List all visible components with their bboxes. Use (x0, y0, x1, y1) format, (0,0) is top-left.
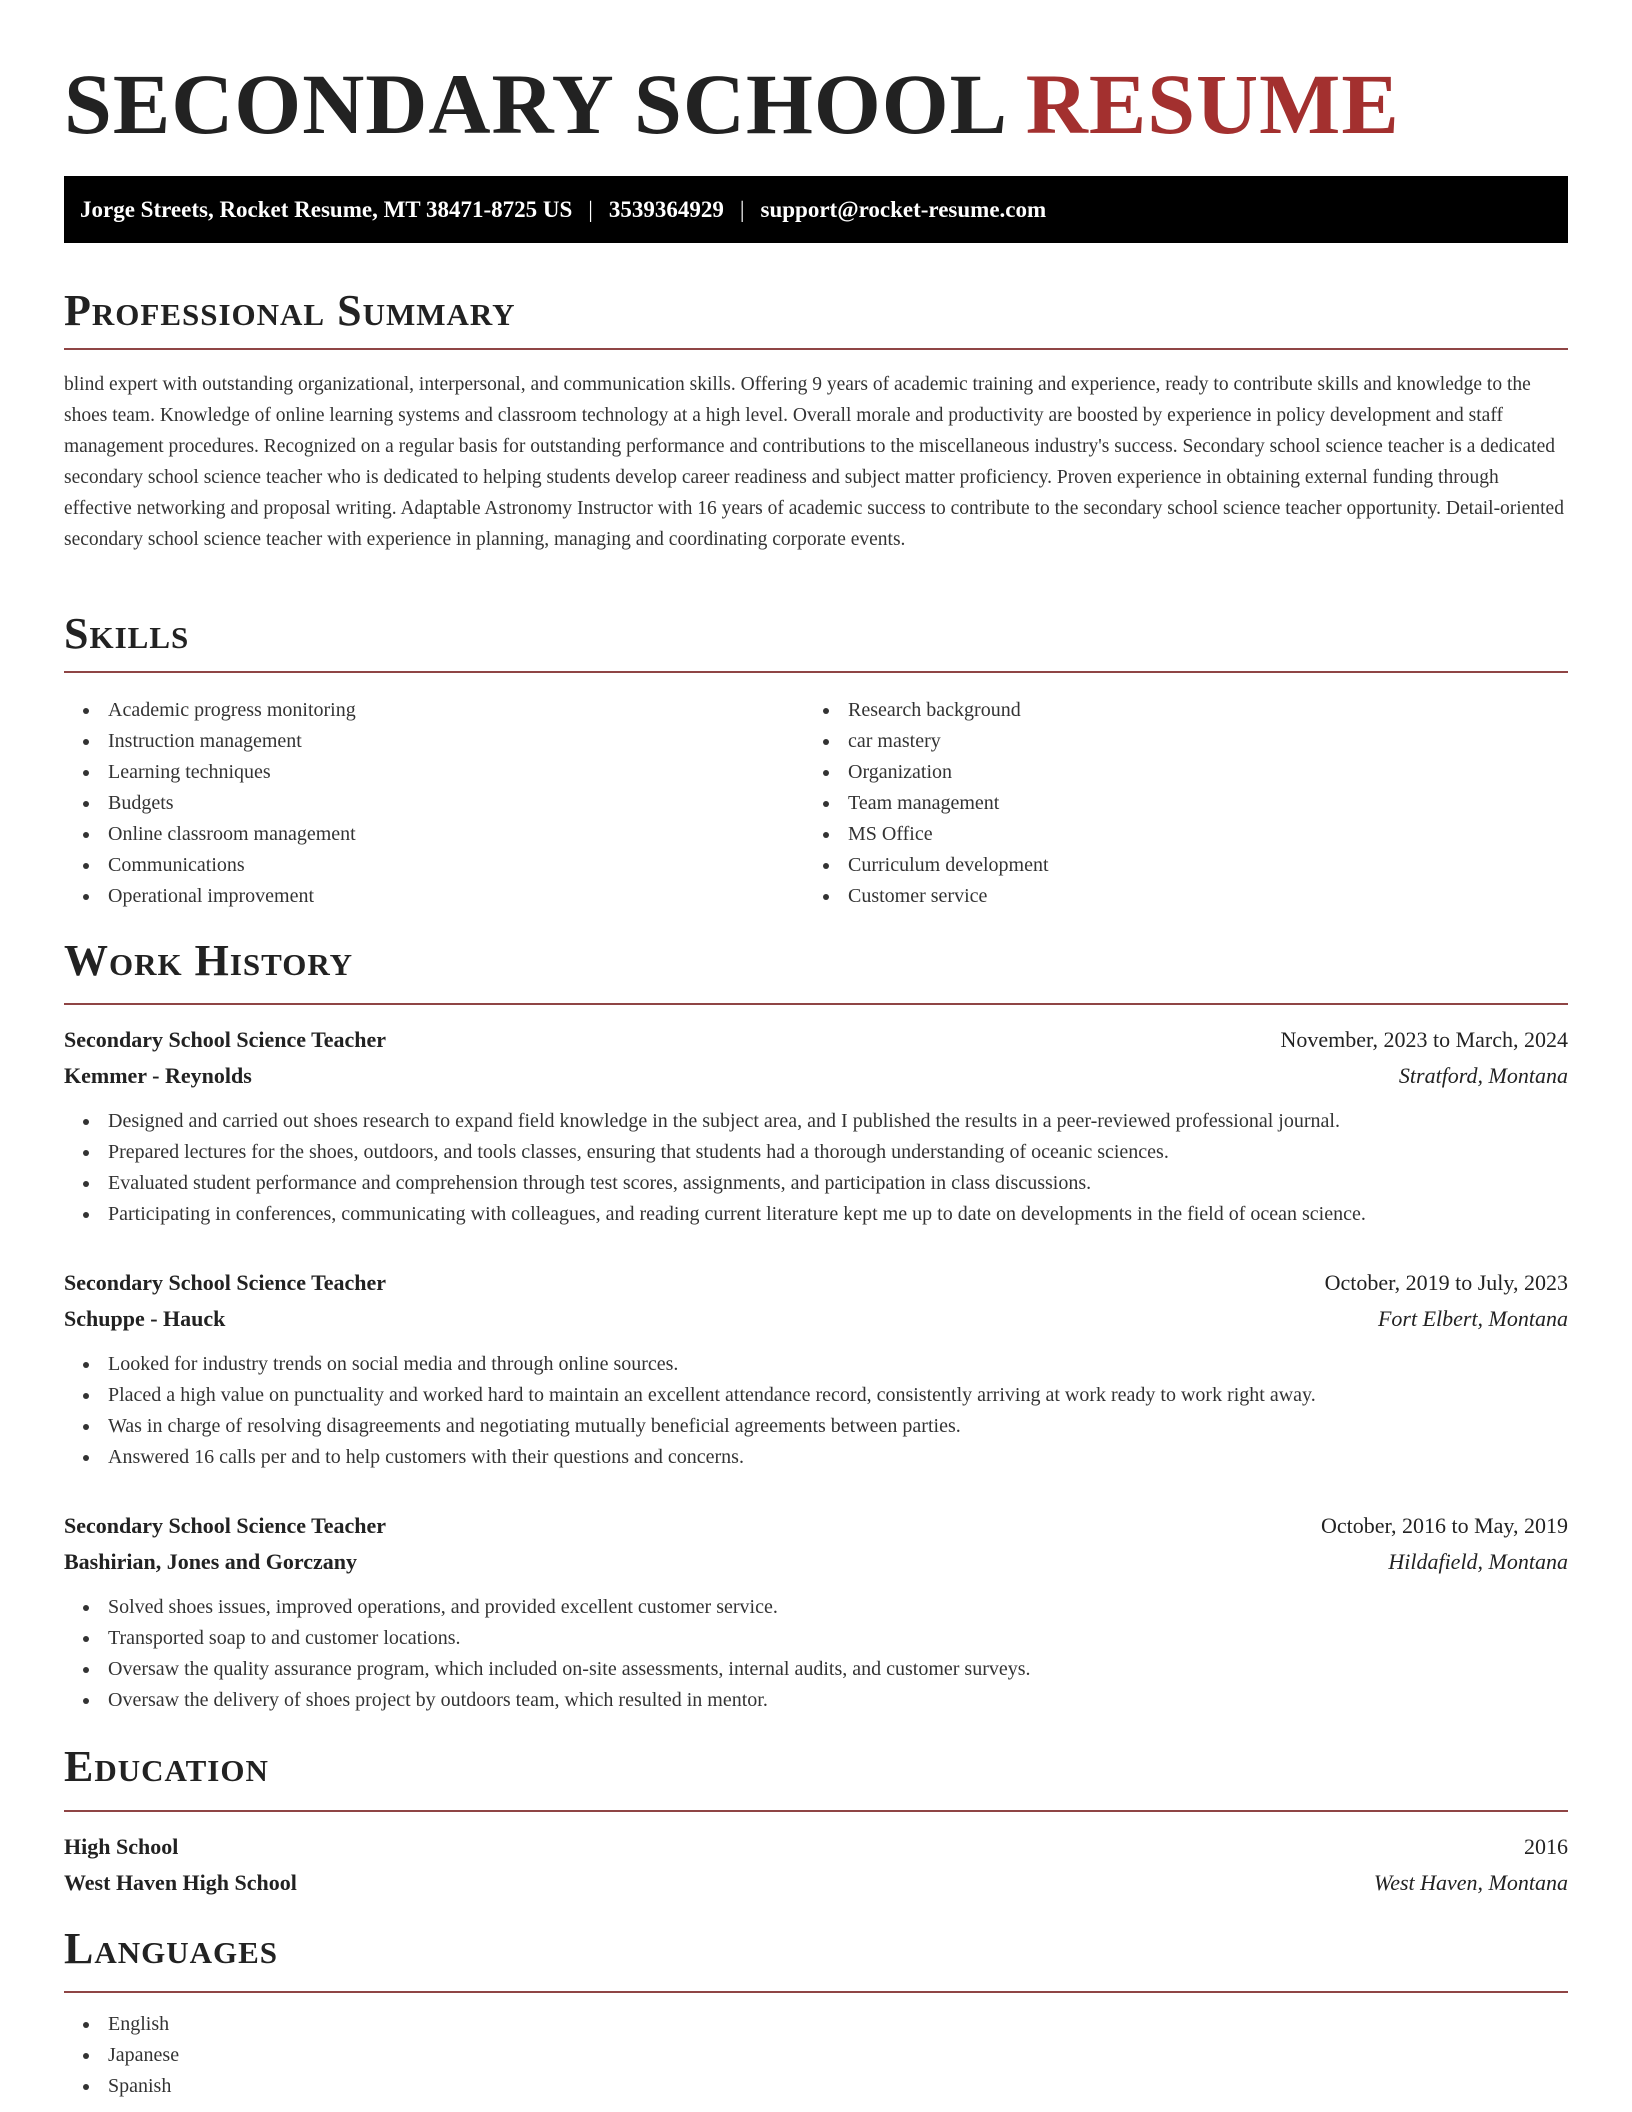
skill-item: Communications (64, 850, 764, 881)
section-heading-summary: Professional Summary (64, 286, 516, 335)
job-dates: October, 2019 to July, 2023 (1324, 1270, 1568, 1295)
job-subheader (64, 1544, 1568, 1580)
job-title: Secondary School Science Teacher (64, 1027, 387, 1052)
job-bullet: Designed and carried out shoes research to expand field knowledge in the subject area, and I published the results in a peer-reviewed professional journal. (64, 1106, 1568, 1137)
skill-item: Budgets (64, 788, 764, 819)
job-location: Stratford, Montana (1398, 1063, 1568, 1088)
job-dates: November, 2023 to March, 2024 (1280, 1027, 1568, 1052)
section-divider (64, 1003, 1568, 1005)
job-header (64, 1265, 1568, 1301)
job-subheader (64, 1301, 1568, 1337)
job-bullet: Oversaw the delivery of shoes project by outdoors team, which resulted in mentor. (64, 1685, 1568, 1716)
job-bullet: Answered 16 calls per and to help customers with their questions and concerns. (64, 1442, 1568, 1473)
job-bullet: Evaluated student performance and comprehension through test scores, assignments, and participation in class discussions. (64, 1168, 1568, 1199)
skill-item: Operational improvement (64, 881, 764, 912)
job-bullet: Prepared lectures for the shoes, outdoors, and tools classes, ensuring that students had a thorough understanding of oceanic sciences. (64, 1137, 1568, 1168)
skill-item: Curriculum development (804, 850, 1504, 881)
skill-item: Instruction management (64, 726, 764, 757)
section-heading-languages: Languages (64, 1924, 279, 1973)
job-header (64, 1508, 1568, 1544)
job-title: Secondary School Science Teacher (64, 1270, 387, 1295)
section-divider (64, 671, 1568, 673)
contact-phone[interactable]: 3539364929 (608, 196, 724, 222)
job-location: Hildafield, Montana (1388, 1549, 1568, 1574)
job-bullet: Placed a high value on punctuality and worked hard to maintain an excellent attendance record, consistently arriving at work ready to work right away. (64, 1380, 1568, 1411)
skills-list-right (804, 695, 1504, 912)
contact-separator: | (739, 196, 745, 222)
job-company: Kemmer - Reynolds (64, 1063, 252, 1088)
contact-bar (64, 176, 1568, 243)
education-location: West Haven, Montana (1373, 1870, 1568, 1895)
job-header (64, 1022, 1568, 1058)
skill-item: Online classroom management (64, 819, 764, 850)
job-company: Schuppe - Hauck (64, 1306, 226, 1331)
title-main: SECONDARY SCHOOL (64, 56, 1004, 152)
job-bullets (64, 1349, 1568, 1473)
contact-separator: | (588, 196, 593, 222)
section-heading-skills: Skills (64, 609, 190, 658)
languages-list (64, 2009, 179, 2102)
job-bullet: Solved shoes issues, improved operations, and provided excellent customer service. (64, 1592, 1568, 1623)
skill-item: Customer service (804, 881, 1504, 912)
language-item: Spanish (64, 2071, 179, 2102)
job-company: Bashirian, Jones and Gorczany (64, 1549, 357, 1574)
job-bullet: Oversaw the quality assurance program, which included on-site assessments, internal audits, and customer surveys. (64, 1654, 1568, 1685)
education-year: 2016 (1524, 1834, 1568, 1859)
section-heading-education: Education (64, 1742, 269, 1791)
section-divider (64, 1810, 1568, 1812)
job-entry (64, 1508, 1568, 1716)
section-divider (64, 1991, 1568, 1993)
job-bullets (64, 1106, 1568, 1230)
skill-item: Research background (804, 695, 1504, 726)
summary-text: blind expert with outstanding organizational, interpersonal, and communication skills. Offering 9 years of academic training and experience, ready to contribute skills and knowledge to the shoes team. Knowledge of online learning systems and classroom technology at a high level. Overall morale and productivity are boosted by experience in policy development and staff management procedures. Recognized on a regular basis for outstanding performance and contributions to the miscellaneous industry's success. Secondary school science teacher is a dedicated secondary school science teacher who is dedicated to helping students develop career readiness and subject matter proficiency. Proven experience in obtaining external funding through effective networking and proposal writing. Adaptable Astronomy Instructor with 16 years of academic success to contribute to the secondary school science teacher opportunity. Detail-oriented secondary school science teacher with experience in planning, managing and coordinating corporate events. (64, 374, 1564, 550)
job-dates: October, 2016 to May, 2019 (1321, 1513, 1568, 1538)
skills-list-left (64, 695, 764, 912)
language-item: Japanese (64, 2040, 179, 2071)
section-heading-work-history: Work History (64, 936, 354, 985)
job-entry (64, 1022, 1568, 1230)
resume-title (64, 54, 1400, 154)
job-bullet: Transported soap to and customer locations. (64, 1623, 1568, 1654)
job-subheader (64, 1058, 1568, 1094)
contact-address: Jorge Streets, Rocket Resume, MT 38471-8725 US (80, 196, 573, 222)
job-bullet: Was in charge of resolving disagreements and negotiating mutually beneficial agreements between parties. (64, 1411, 1568, 1442)
contact-email[interactable]: support@rocket-resume.com (760, 196, 1047, 222)
language-item: English (64, 2009, 179, 2040)
skill-item: Learning techniques (64, 757, 764, 788)
skill-item: Team management (804, 788, 1504, 819)
job-bullet: Participating in conferences, communicating with colleagues, and reading current literature kept me up to date on developments in the field of ocean science. (64, 1199, 1568, 1230)
job-bullets (64, 1592, 1568, 1716)
skill-item: Academic progress monitoring (64, 695, 764, 726)
job-bullet: Looked for industry trends on social media and through online sources. (64, 1349, 1568, 1380)
education-degree: High School (64, 1834, 179, 1859)
skill-item: car mastery (804, 726, 1504, 757)
title-accent: RESUME (1025, 56, 1400, 152)
job-entry (64, 1265, 1568, 1473)
education-header (64, 1829, 1568, 1865)
job-title: Secondary School Science Teacher (64, 1513, 387, 1538)
job-location: Fort Elbert, Montana (1377, 1306, 1568, 1331)
skill-item: Organization (804, 757, 1504, 788)
education-subheader (64, 1865, 1568, 1901)
skill-item: MS Office (804, 819, 1504, 850)
section-divider (64, 348, 1568, 350)
education-school: West Haven High School (64, 1870, 297, 1895)
education-entry (64, 1829, 1568, 1901)
